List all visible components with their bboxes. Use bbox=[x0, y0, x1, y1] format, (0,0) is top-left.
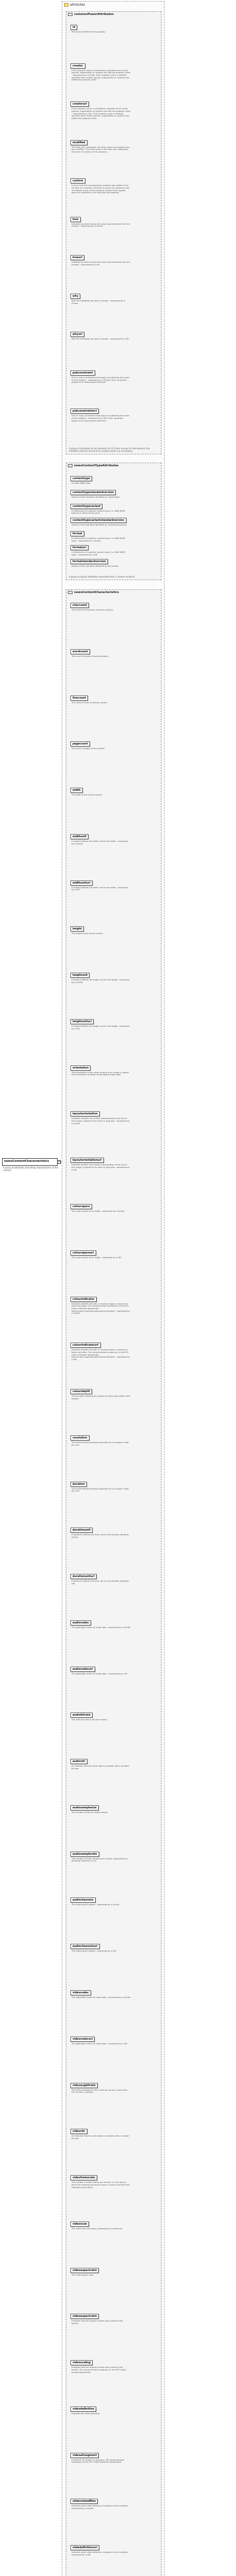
attribute-item[interactable] bbox=[70, 2171, 131, 2189]
attribute-name[interactable]: howuri bbox=[70, 255, 84, 260]
attribute-description: The audio bit rate in bits per second bbox=[71, 1718, 107, 1721]
attribute-item[interactable] bbox=[70, 1431, 131, 1446]
attribute-description: The count of words of textual content. bbox=[71, 654, 109, 657]
attribute-name[interactable]: pagecount bbox=[70, 741, 90, 747]
attribute-description: The width of the visual content. bbox=[71, 793, 103, 796]
attribute-description: Indicates which slide definition is applied to this rendition - expressed by a URI bbox=[71, 2551, 129, 2556]
attribute-description: The applicable codec for audio data - expressed by a URI bbox=[71, 1672, 128, 1675]
attribute-description: Indicates whether the human interpretation of the top of the image is aligned to its short or long side - expressed by a URI bbox=[71, 1163, 130, 1171]
attribute-name[interactable]: id bbox=[70, 25, 77, 30]
attribute-description: One or many constraints that apply to publishing the value of the property - expressed by a URI. Each constraint applies to all descendant elements. bbox=[71, 414, 130, 422]
attribute-item[interactable] bbox=[70, 968, 131, 984]
attribute-item[interactable] bbox=[70, 2263, 131, 2277]
attribute-item[interactable] bbox=[70, 922, 131, 935]
attribute-item[interactable] bbox=[70, 2032, 131, 2045]
attribute-description: If present, the video is a segment. The recommended vocabulary is the IPTC Video Definition NewsCodes bbox=[71, 2458, 124, 2464]
attribute-name[interactable]: durationunituri bbox=[70, 1574, 97, 1579]
attribute-name[interactable]: contenttypestandardversion bbox=[70, 490, 116, 495]
attribute-group-name: newsContentTypeAttributes bbox=[74, 464, 119, 467]
attribute-name[interactable]: how bbox=[70, 217, 81, 222]
attribute-description: The colour space of an image - expressed by a URI bbox=[71, 1256, 121, 1259]
attribute-name[interactable]: colourindicator bbox=[70, 1297, 97, 1302]
attribute-name[interactable]: videovbr bbox=[70, 2129, 87, 2134]
attribute-name[interactable]: audiosamplerate bbox=[70, 1852, 99, 1857]
attribute-description: Version of the standard identified by contenttypevariant. bbox=[71, 523, 128, 526]
attribute-name[interactable]: audiobitrate bbox=[70, 1713, 93, 1718]
attribute-item[interactable] bbox=[70, 1939, 131, 1953]
attribute-item[interactable] bbox=[70, 97, 131, 120]
attribute-item[interactable] bbox=[70, 513, 131, 527]
attribute-name[interactable]: creator bbox=[70, 63, 85, 69]
attribute-item[interactable] bbox=[70, 1754, 131, 1770]
attribute-name[interactable]: formaturi bbox=[70, 545, 88, 550]
attribute-name[interactable]: duration bbox=[70, 1482, 87, 1487]
attribute-item[interactable] bbox=[70, 1616, 131, 1629]
attribute-name[interactable]: orientation bbox=[70, 1065, 90, 1071]
attribute-name[interactable]: durationunit bbox=[70, 1528, 93, 1533]
attribute-item[interactable] bbox=[70, 2540, 131, 2556]
attribute-item[interactable] bbox=[70, 2494, 131, 2510]
attribute-description: Version of the standard identified by contenttype. bbox=[71, 495, 120, 498]
attribute-description: If present defines the width unit for the width - expressed by a QCode bbox=[71, 839, 128, 845]
attribute-description: A refinement of a generic content type (i.e. IANA MIME type) - expressed by a URI bbox=[71, 551, 125, 556]
attribute-name[interactable]: width bbox=[70, 788, 83, 793]
attribute-item[interactable] bbox=[70, 135, 131, 154]
attribute-description: A refinement of a generic content type (i.e. IANA MIME type) by a literal string value. bbox=[71, 509, 125, 515]
attribute-description: The colour space of an image - expressed by a QCode bbox=[71, 1209, 124, 1212]
attribute-item[interactable] bbox=[70, 212, 131, 228]
attribute-description: The number of video frames per second, i.e. the rate at which the material should be shown in order to achieve the intended visual effect bbox=[71, 2181, 130, 2189]
attribute-description: If the property value is not defined, specifies which entity (person, organisation or system) will edit the property value - expressed by a URI. If the property value is defined, specifies which entity (person, organisation or system) has edited the property value. bbox=[71, 107, 131, 120]
attribute-item[interactable] bbox=[70, 829, 131, 845]
group-icon bbox=[68, 464, 72, 467]
attribute-description: The video average bit rate in bits per second. Used when the bit rate is variable bbox=[71, 2088, 128, 2094]
attribute-description: The date (and, optionally, the time) when the property was last modified. The initial value is the date (and, optionally, the time) of creation of the property. bbox=[71, 145, 130, 154]
attribute-item[interactable] bbox=[70, 2448, 131, 2464]
attribute-description: Indicates by which means the value was extracted from the content - expressed by a URI bbox=[71, 261, 130, 266]
attribute-description: One or many constraints that apply to publishing the value of the property - expressed by a QCode. Each constraint applies to all descendant elements. bbox=[71, 376, 130, 384]
attribute-name[interactable]: resolution bbox=[70, 1435, 89, 1440]
attribute-item[interactable] bbox=[70, 1384, 131, 1400]
attribute-description: An IANA MIME type bbox=[71, 482, 90, 484]
attribute-name[interactable]: wordcount bbox=[70, 649, 90, 654]
group-icon bbox=[68, 591, 72, 594]
attribute-description: The applicable codec for video data - expressed by a QCode bbox=[71, 1996, 131, 1999]
attribute-name[interactable]: creatoruri bbox=[70, 101, 89, 107]
attribute-item[interactable] bbox=[70, 1061, 131, 1076]
attribute-item[interactable] bbox=[70, 1847, 131, 1862]
attribute-name[interactable]: formatstandardversion bbox=[70, 559, 108, 564]
attribute-item[interactable] bbox=[70, 59, 131, 82]
attribute-description: The count of characters of textual content. bbox=[71, 608, 114, 611]
attribute-description: If set to true the corresponding property was added to the G2 Item for a specific customer or group of customers only. The default value of this property is false which applies when this attribute is not used with the property. bbox=[71, 184, 130, 194]
attribute-description: Why the metadata has been included - expressed by a URI bbox=[71, 337, 129, 341]
attribute-description: The video scan technique, progressive or interlaced bbox=[71, 2227, 122, 2230]
attribute-name[interactable]: why bbox=[70, 294, 80, 299]
root-element-description bbox=[3, 1166, 60, 1172]
attribute-group bbox=[66, 589, 161, 2576]
attribute-group-footer: A group of attributes for all elements of a G2 Item except its root element, the itemMeta element and all of its children which are mandatory. bbox=[69, 447, 150, 452]
attribute-description: The bit depth defining the spread of colour data within each sample. bbox=[71, 1395, 131, 1400]
attribute-name[interactable]: videocodecuri bbox=[70, 2037, 95, 2042]
attribute-description: If present it defines the time unit for the duration attribute. QCode bbox=[71, 1533, 130, 1539]
attribute-description: The video aspect ratio bbox=[71, 2273, 94, 2276]
attribute-item[interactable] bbox=[70, 20, 131, 33]
attribute-item[interactable] bbox=[70, 1708, 131, 1721]
attribute-name[interactable]: colourspace bbox=[70, 1204, 92, 1209]
attribute-item[interactable] bbox=[70, 876, 131, 891]
attribute-item[interactable] bbox=[70, 404, 131, 422]
attribute-group bbox=[66, 463, 161, 580]
attribute-name[interactable]: colourdepth bbox=[70, 1389, 92, 1394]
attribute-description: Indicates whether the still or moving image is coloured or black and white. The recommended vocabulary is the IPTC Colour Indicator NewsCodes http://cv.iptc.org/newscodes/colourindicator/ - expressed by a QCode bbox=[71, 1302, 130, 1315]
attribute-name[interactable]: heightunituri bbox=[70, 1019, 94, 1024]
attribute-item[interactable] bbox=[70, 289, 131, 304]
attribute-description: The audio sound system - expressed by a QCode bbox=[71, 1903, 119, 1906]
attribute-name[interactable]: videoavgbitrate bbox=[70, 2083, 98, 2088]
attribute-name[interactable]: custom bbox=[70, 178, 85, 183]
attribute-name[interactable]: pubconstrainturi bbox=[70, 409, 99, 414]
attribute-description: Indicates how the original content was scaled to this format. bbox=[71, 2319, 123, 2325]
attribute-description: The recommended printing resolution for an image in dots per inch bbox=[71, 1440, 129, 1446]
attributes-label: attributes bbox=[70, 3, 85, 7]
group-icon bbox=[68, 13, 72, 16]
attribute-item[interactable] bbox=[70, 691, 131, 704]
attribute-description: If present defines the height unit for the heigth - expressed by a URI bbox=[71, 1024, 130, 1030]
attribute-name[interactable]: heightunit bbox=[70, 973, 89, 978]
attribute-item[interactable] bbox=[70, 1523, 131, 1538]
attribute-name[interactable]: videocodec bbox=[70, 1990, 91, 1995]
attribute-description: If the property value is not defined, specifies which entity (person, organisation or system) will edit the property value - expressed by a QCode. If the property value is defined, specifies which entity (person, organisation or system) has edited the property value. bbox=[71, 69, 131, 81]
attribute-name[interactable]: videoscaling bbox=[70, 2360, 93, 2365]
attribute-description: An indicator that the video data is encoded with a variable bit rate bbox=[71, 2134, 129, 2140]
attribute-group bbox=[66, 11, 161, 454]
root-element[interactable] bbox=[2, 1158, 61, 1166]
attribute-description: Indicates whether the still or moving image is coloured or black and white. The recommended vocabulary is the IPTC Colour Indicator NewsCodes http://cv.iptc.org/newscodes/colourindicator/ - expressed by a URI bbox=[71, 1348, 130, 1361]
attribute-description: The applicable codec for audio data - expressed by a QCode bbox=[71, 1625, 131, 1629]
attribute-item[interactable] bbox=[70, 2355, 131, 2374]
attribute-item[interactable] bbox=[70, 1477, 131, 1493]
attribute-item[interactable] bbox=[70, 2217, 131, 2230]
attribute-item[interactable] bbox=[70, 1246, 131, 1259]
attribute-name[interactable]: videodefinition bbox=[70, 2406, 96, 2412]
attribute-description: If present defines the height unit for the heigth - expressed by a QCode bbox=[71, 978, 130, 984]
attribute-group-title bbox=[66, 12, 161, 17]
attribute-item[interactable] bbox=[70, 1292, 131, 1315]
attribute-item[interactable] bbox=[70, 1107, 131, 1125]
attribute-group-name: newsContentCharacteristics bbox=[74, 591, 119, 594]
root-element-name: newsContentCharacteristics bbox=[4, 1160, 49, 1163]
attribute-name[interactable]: whyuri bbox=[70, 332, 84, 337]
attribute-name[interactable]: audiosamplesize bbox=[70, 1805, 99, 1810]
attribute-name[interactable]: videoframerate bbox=[70, 2175, 97, 2180]
attribute-item[interactable] bbox=[70, 485, 131, 499]
attribute-name[interactable]: linecount bbox=[70, 696, 88, 701]
attribute-description: The recommended printing resolution for an image in dots per inch bbox=[71, 1487, 129, 1493]
attribute-item[interactable] bbox=[70, 1014, 131, 1030]
attribute-item[interactable] bbox=[70, 1569, 131, 1585]
attribute-name[interactable]: layoutorientation bbox=[70, 1111, 100, 1116]
attributes-header bbox=[62, 2, 164, 8]
attribute-name[interactable]: height bbox=[70, 926, 84, 931]
attribute-name[interactable]: videoscan bbox=[70, 2222, 89, 2227]
attribute-item[interactable] bbox=[70, 366, 131, 384]
attribute-item[interactable] bbox=[70, 1893, 131, 1906]
attribute-name[interactable]: colourindicatoruri bbox=[70, 1343, 101, 1348]
attribute-item[interactable] bbox=[70, 645, 131, 658]
attributes-icon bbox=[64, 3, 68, 7]
attribute-group-title bbox=[66, 463, 161, 468]
attribute-item[interactable] bbox=[70, 250, 131, 266]
attribute-name[interactable]: widthunituri bbox=[70, 880, 93, 886]
attribute-name[interactable]: audiovbr bbox=[70, 1759, 87, 1764]
attribute-description: The orientation of the visual content of an image in regard to the standard rendition of the digital image data bbox=[71, 1071, 129, 1076]
attribute-name[interactable]: contenttypevariantstandardversion bbox=[70, 518, 126, 523]
attribute-name[interactable]: videoaspectratio bbox=[70, 2314, 99, 2319]
attribute-name[interactable]: pubconstraint bbox=[70, 370, 95, 376]
attribute-name[interactable]: contenttype bbox=[70, 476, 92, 481]
attribute-item[interactable] bbox=[70, 471, 131, 485]
attribute-item[interactable] bbox=[70, 2078, 131, 2094]
attribute-group-footer: A group of typical attributes associated with a content rendition bbox=[69, 575, 135, 578]
attribute-description: An indicator that the audio data is encoded with a variable bit rate bbox=[71, 1765, 129, 1770]
attribute-description: Why the metadata has been included - expressed by a QCode bbox=[71, 299, 125, 304]
attribute-item[interactable] bbox=[70, 2124, 131, 2140]
attribute-description: If present defines the width unit for the width - expressed by a URI bbox=[71, 886, 128, 891]
attribute-description: The count of pages of the content bbox=[71, 747, 105, 750]
attribute-name[interactable]: audiocodecuri bbox=[70, 1667, 95, 1672]
attribute-item[interactable] bbox=[70, 1199, 131, 1213]
attribute-description: The number of bits per audio sample bbox=[71, 1810, 108, 1814]
attribute-name[interactable]: audiochannels bbox=[70, 1897, 96, 1903]
attribute-item[interactable] bbox=[70, 327, 131, 341]
attribute-group-title bbox=[66, 590, 161, 595]
attribute-description: Version of the standard identified by the format. bbox=[71, 565, 119, 568]
attribute-description: Indicates how the original content was scaled to this format. The recommended vocabulary is the IPTC Video Scaling NewsCodes bbox=[71, 2366, 126, 2374]
attribute-description: Indicates the video definition bbox=[71, 2412, 100, 2415]
attribute-description: The audio sound system - expressed by a URI bbox=[71, 1950, 116, 1953]
attribute-item[interactable] bbox=[70, 554, 131, 568]
attribute-description: A refinement of a generic content type (i.e. IANA MIME type) - expressed by a QCode bbox=[71, 537, 125, 543]
attribute-name[interactable]: contenttypevariant bbox=[70, 504, 102, 509]
attribute-description: The local identifier of the property. bbox=[71, 30, 105, 33]
attribute-name[interactable]: videoaspectratio bbox=[70, 2268, 99, 2273]
attribute-item[interactable] bbox=[70, 1801, 131, 1814]
attribute-item[interactable] bbox=[70, 2309, 131, 2325]
attribute-description: Indicates whether the human interpretation of the top of the image is aligned to its short or long side - expressed by a QCode bbox=[71, 1117, 130, 1125]
attribute-name[interactable]: audiocodec bbox=[70, 1620, 91, 1625]
expand-icon[interactable]: + bbox=[58, 1160, 61, 1164]
attribute-item[interactable] bbox=[70, 1662, 131, 1675]
attribute-description: If present it defines the time unit for the duration attribute. URI bbox=[71, 1580, 130, 1585]
attribute-name[interactable]: format bbox=[70, 531, 84, 536]
attribute-name[interactable]: charcount bbox=[70, 603, 89, 608]
attribute-description: The number of audio samples per second, expressed as a sampling frequency in Hz bbox=[71, 1857, 128, 1862]
attribute-description: Indicates by which means the value was extracted from the content - expressed by a QCode bbox=[71, 222, 130, 228]
attribute-name[interactable]: colourspaceuri bbox=[70, 1250, 96, 1256]
attribute-name[interactable]: audiochannelsuri bbox=[70, 1944, 100, 1949]
attribute-item[interactable] bbox=[70, 598, 131, 612]
attribute-item[interactable] bbox=[70, 2402, 131, 2415]
attribute-name[interactable]: modified bbox=[70, 140, 87, 145]
attribute-description: The height of the visual content. bbox=[71, 932, 103, 935]
root-element-desc-text: A group of attributes describing characteristics of the content. bbox=[3, 1166, 59, 1172]
attribute-item[interactable] bbox=[70, 783, 131, 796]
attribute-name[interactable]: videoaltsegment bbox=[70, 2453, 99, 2458]
attribute-name[interactable]: sliderelatedfiles bbox=[70, 2499, 98, 2504]
attribute-item[interactable] bbox=[70, 1338, 131, 1361]
attribute-item[interactable] bbox=[70, 1153, 131, 1171]
attribute-description: The count of lines of textual content bbox=[71, 701, 107, 704]
attribute-description: The applicable codec for video data - expressed by a URI bbox=[71, 2042, 128, 2045]
attribute-item[interactable] bbox=[70, 174, 131, 194]
attribute-name[interactable]: slidedefinitionuri bbox=[70, 2545, 99, 2550]
attribute-item[interactable] bbox=[70, 1986, 131, 1999]
attribute-item[interactable] bbox=[70, 737, 131, 750]
attribute-name[interactable]: layoutorientationuri bbox=[70, 1158, 104, 1163]
attribute-group-name: commonPowerAttributes bbox=[74, 13, 114, 16]
attribute-description: Indicates which slide definition is applied to this rendition - expressed by a QCode bbox=[71, 2504, 129, 2510]
attribute-name[interactable]: widthunit bbox=[70, 834, 88, 839]
